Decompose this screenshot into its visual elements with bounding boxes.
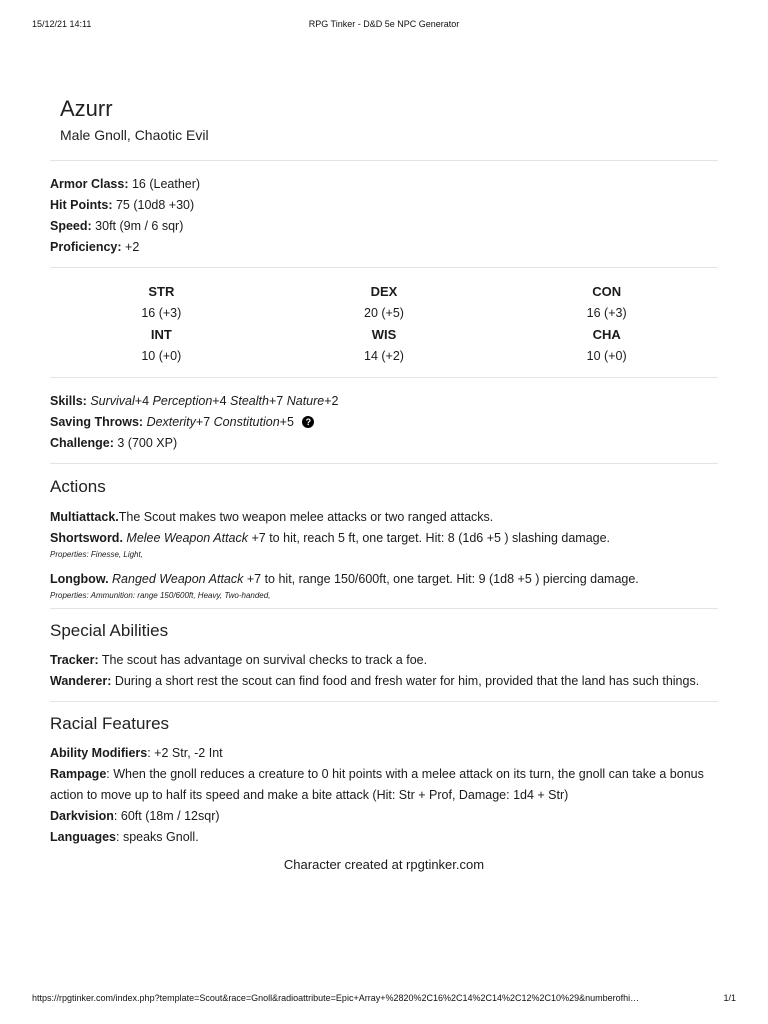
attack-type: Melee Weapon Attack xyxy=(126,531,249,545)
skill-bonus: +4 xyxy=(134,394,150,408)
action-text: +7 to hit, reach 5 ft, one target. Hit: 8 (1d6 +5 ) slashing damage. xyxy=(248,531,611,545)
weapon-properties: Properties: Finesse, Light, xyxy=(50,550,143,559)
ability-dex xyxy=(273,281,496,324)
attack-type: Ranged Weapon Attack xyxy=(112,572,244,586)
feature-text: : +2 Str, -2 Int xyxy=(147,746,223,760)
credit-line: Character created at rpgtinker.com xyxy=(283,857,485,872)
action-label: Longbow. xyxy=(50,572,109,586)
feature-label: Ability Modifiers xyxy=(50,746,148,760)
armor-class-value: 16 (Leather) xyxy=(128,177,201,191)
special-abilities-heading: Special Abilities xyxy=(50,621,169,640)
ability-value: 10 (+0) xyxy=(586,349,627,363)
ability-text: During a short rest the scout can find food and fresh water for him, provided that the land has such things. xyxy=(111,674,700,688)
ability-tracker xyxy=(50,650,718,671)
save-name: Dexterity xyxy=(146,415,196,429)
ability-value: 10 (+0) xyxy=(141,349,182,363)
ability-value: 16 (+3) xyxy=(141,306,182,320)
skills-label: Skills: xyxy=(50,394,87,408)
save-bonus: +5 xyxy=(279,415,294,429)
ability-value: 14 (+2) xyxy=(364,349,404,363)
skill-name: Nature xyxy=(286,394,325,408)
skill-bonus: +7 xyxy=(268,394,284,408)
action-text: The Scout makes two weapon melee attacks or two ranged attacks. xyxy=(118,510,494,524)
proficiency-value: +2 xyxy=(121,240,140,254)
ability-cha xyxy=(495,324,718,367)
ability-name: INT xyxy=(150,327,172,342)
ability-con xyxy=(495,281,718,324)
skill-name: Perception xyxy=(152,394,213,408)
challenge-line xyxy=(50,433,718,454)
feature-label: Darkvision xyxy=(50,809,114,823)
print-url: https://rpgtinker.com/index.php?template=Scout&race=Gnoll&radioattribute=Epic+Array+%2820%2C16%2C14%2C14%2C12%2C10%29&numberofhi… xyxy=(32,993,640,1003)
hit-points-line xyxy=(50,195,718,216)
saving-throws-label: Saving Throws: xyxy=(50,415,144,429)
action-label: Multiattack. xyxy=(50,510,119,524)
actions-heading: Actions xyxy=(50,477,106,496)
character-name: Azurr xyxy=(60,96,113,121)
question-circle-icon[interactable]: ? xyxy=(302,416,314,428)
ability-int xyxy=(50,324,273,367)
print-page-title: RPG Tinker - D&D 5e NPC Generator xyxy=(308,19,460,29)
hit-points-label: Hit Points: xyxy=(50,198,113,212)
feature-ability-modifiers xyxy=(50,743,718,764)
speed-line xyxy=(50,216,718,237)
ability-wanderer xyxy=(50,671,718,692)
challenge-label: Challenge: xyxy=(50,436,114,450)
ability-label: Tracker: xyxy=(50,653,99,667)
proficiency-line xyxy=(50,237,718,258)
ability-name: DEX xyxy=(370,284,398,299)
ability-value: 20 (+5) xyxy=(364,306,404,320)
feature-rampage xyxy=(50,764,718,806)
racial-features-section xyxy=(50,702,718,848)
character-description: Male Gnoll, Chaotic Evil xyxy=(60,127,209,143)
ability-text: The scout has advantage on survival checks to track a foe. xyxy=(98,653,428,667)
save-name: Constitution xyxy=(213,415,280,429)
weapon-properties: Properties: Ammunition: range 150/600ft, Heavy, Two-handed, xyxy=(50,591,271,600)
skills-line xyxy=(50,391,718,412)
speed-value: 30ft (9m / 6 sqr) xyxy=(91,219,184,233)
print-datetime: 15/12/21 14:11 xyxy=(32,19,92,29)
proficiencies-block xyxy=(50,378,718,463)
feature-text: : speaks Gnoll. xyxy=(116,830,199,844)
save-bonus: +7 xyxy=(195,415,211,429)
feature-text: : 60ft (18m / 12sqr) xyxy=(113,809,220,823)
ability-name: CHA xyxy=(592,327,621,342)
skill-name: Survival xyxy=(90,394,135,408)
racial-features-heading: Racial Features xyxy=(50,714,170,733)
skill-bonus: +4 xyxy=(212,394,227,408)
ability-str xyxy=(50,281,273,324)
ability-label: Wanderer: xyxy=(50,674,112,688)
action-label: Shortsword. xyxy=(50,531,123,545)
ability-name: CON xyxy=(592,284,622,299)
feature-label: Languages xyxy=(50,830,116,844)
action-longbow xyxy=(50,569,718,590)
action-shortsword xyxy=(50,528,718,549)
speed-label: Speed: xyxy=(50,219,92,233)
armor-class-line xyxy=(50,174,718,195)
ability-value: 16 (+3) xyxy=(586,306,627,320)
action-text: +7 to hit, range 150/600ft, one target. Hit: 9 (1d8 +5 ) piercing damage. xyxy=(243,572,639,586)
special-abilities-section xyxy=(50,609,718,701)
proficiency-label: Proficiency: xyxy=(50,240,122,254)
hit-points-value: 75 (10d8 +30) xyxy=(112,198,195,212)
saving-throws-line xyxy=(50,412,718,433)
action-multiattack xyxy=(50,507,718,528)
feature-languages xyxy=(50,827,718,848)
basics-block xyxy=(50,161,718,267)
print-page-number: 1/1 xyxy=(723,993,736,1003)
feature-label: Rampage xyxy=(50,767,107,781)
actions-section xyxy=(50,464,718,608)
ability-name: STR xyxy=(148,284,175,299)
ability-scores xyxy=(50,268,718,377)
skill-name: Stealth xyxy=(230,394,269,408)
skill-bonus: +2 xyxy=(324,394,339,408)
npc-sheet xyxy=(50,94,718,875)
feature-text: : When the gnoll reduces a creature to 0 hit points with a melee attack on its turn, the gnoll can take a bonus action to move up to half its speed and make a bite attack (Hit: Str + Prof, Damage: 1d4 + Str) xyxy=(50,767,704,802)
challenge-value: 3 (700 XP) xyxy=(113,436,178,450)
ability-wis xyxy=(273,324,496,367)
ability-name: WIS xyxy=(371,327,397,342)
feature-darkvision xyxy=(50,806,718,827)
armor-class-label: Armor Class: xyxy=(50,177,129,191)
